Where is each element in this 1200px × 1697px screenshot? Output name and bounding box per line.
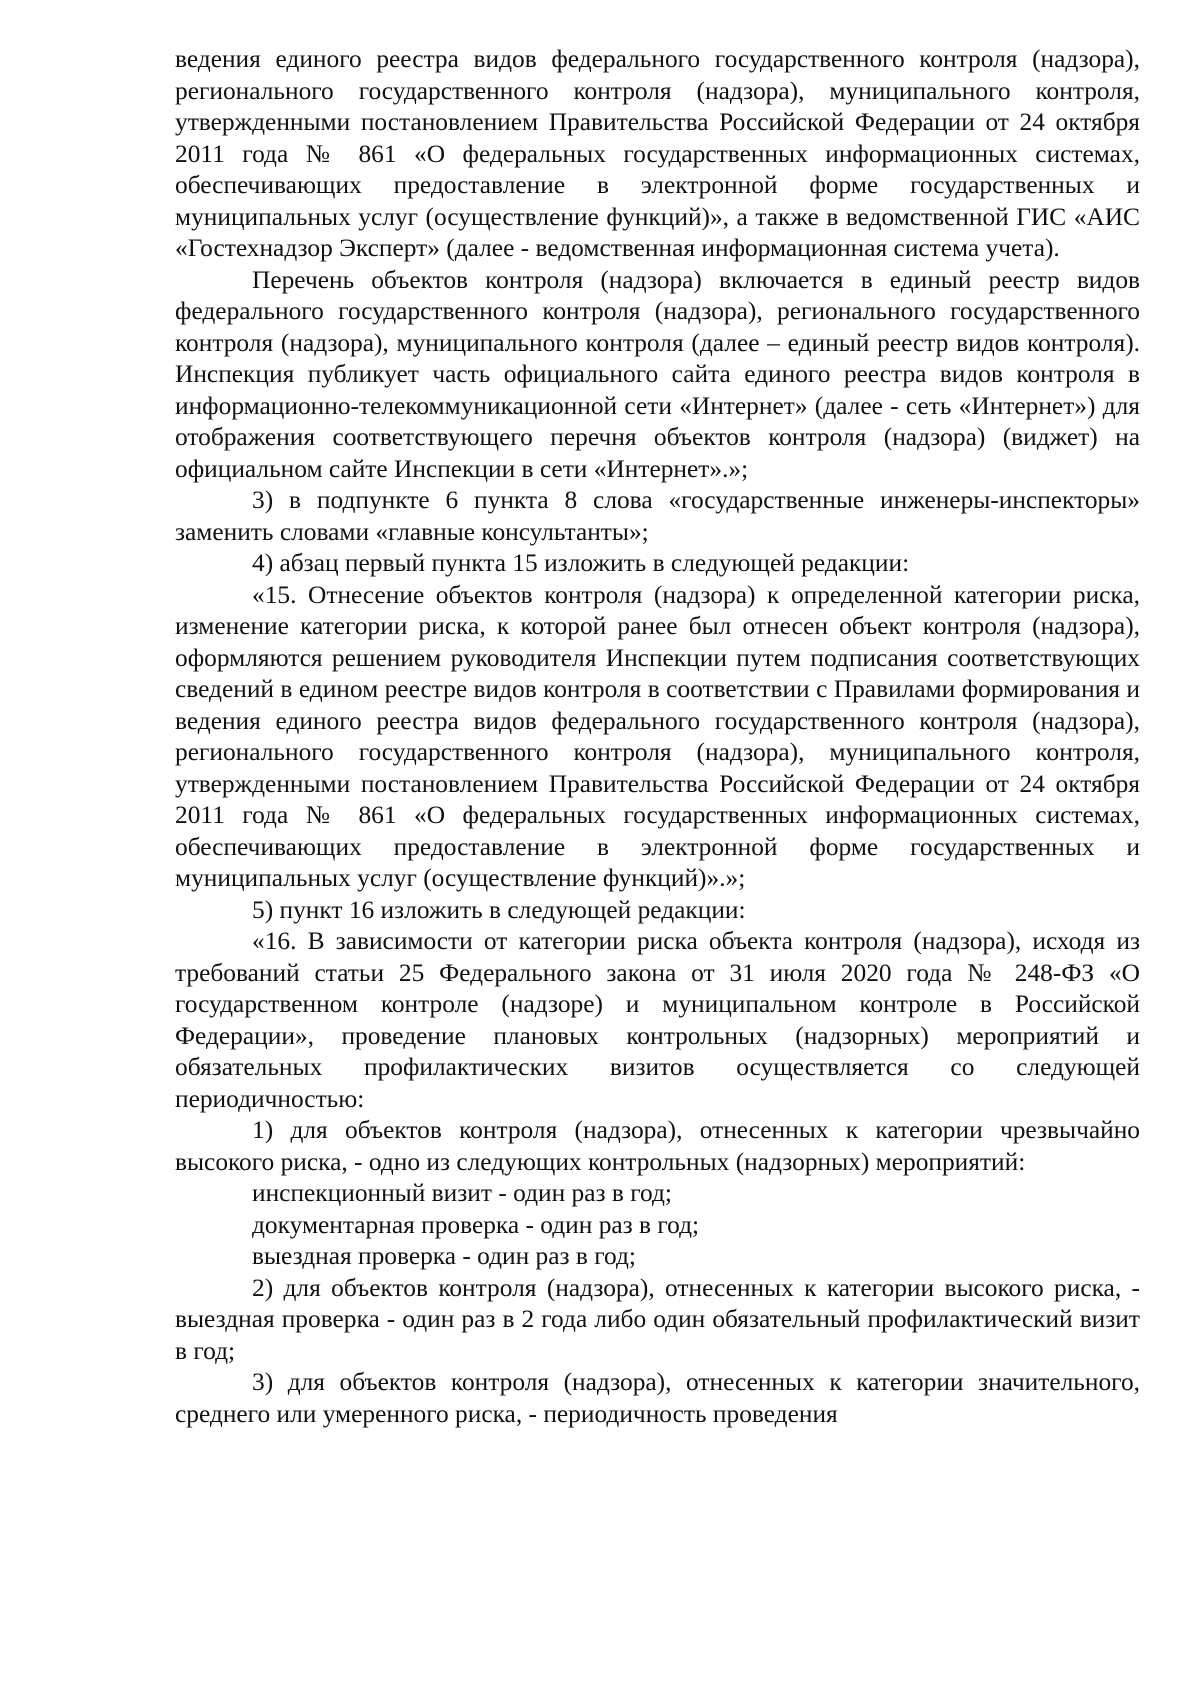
paragraph-object-list: Перечень объектов контроля (надзора) включается в единый реестр видов федерального государственного контроля (надзора), регионального государственного контроля (надзора), муниципального контроля (далее – единый реестр видов контроля). Инспекция публикует часть официального сайта единого реестра видов контроля в информационно-телекоммуникационной сети «Интернет» (далее - сеть «Интернет») для отображения соответствующего перечня объектов контроля (надзора) (виджет) на официальном сайте Инспекции в сети «Интернет».»; [175,265,1140,483]
list-item-documentary-check: документарная проверка - один раз в год; [252,1210,700,1239]
list-item-inspection-visit: инспекционный визит - один раз в год; [252,1179,672,1207]
paragraph-subitem-3: 3) для объектов контроля (надзора), отнесенных к категории значительного, среднего или умеренного риска, - периодичность проведения [175,1368,1140,1428]
paragraph-item-4: 4) абзац первый пункта 15 изложить в следующей редакции: [252,549,910,577]
list-item-field-check: выездная проверка - один раз в год; [252,1242,636,1270]
paragraph-subitem-2: 2) для объектов контроля (надзора), отнесенных к категории высокого риска, - выездная проверка - один раз в 2 года либо один обязательный профилактический визит в год; [175,1273,1140,1365]
paragraph-item-5: 5) пункт 16 изложить в следующей редакции: [252,895,746,924]
paragraph-subitem-1: 1) для объектов контроля (надзора), отнесенных к категории чрезвычайно высокого риска, - одно из следующих контрольных (надзорных) мероприятий: [175,1116,1140,1176]
paragraph-point-16: «16. В зависимости от категории риска объекта контроля (надзора), исходя из требований статьи 25 Федерального закона от 31 июля 2020 года № 248-ФЗ «О государственном контроле (надзоре) и муниципальном контроле в Российской Федерации», проведение плановых контрольных (надзорных) мероприятий и обязательных профилактических визитов осуществляется со следующей периодичностью: [175,927,1140,1113]
paragraph-item-3: 3) в подпункте 6 пункта 8 слова «государственные инженеры-инспекторы» заменить словами «главные консультанты»; [175,486,1140,546]
document-body [175,44,1140,1430]
paragraph-continuation: ведения единого реестра видов федерального государственного контроля (надзора), регионального государственного контроля (надзора), муниципального контроля, утвержденными постановлением Правительства Российской Федерации от 24 октября 2011 года № 861 «О федеральных государственных информационных системах, обеспечивающих предоставление в электронной форме государственных и муниципальных услуг (осуществление функций)», а также в ведомственной ГИС «АИС «Гостехнадзор Эксперт» (далее - ведомственная информационная система учета). [175,45,1140,262]
paragraph-point-15: «15. Отнесение объектов контроля (надзора) к определенной категории риска, изменение категории риска, к которой ранее был отнесен объект контроля (надзора), оформляются решением руководителя Инспекции путем подписания соответствующих сведений в едином реестре видов контроля в соответствии с Правилами формирования и ведения единого реестра видов федерального государственного контроля (надзора), регионального государственного контроля (надзора), муниципального контроля, утвержденными постановлением Правительства Российской Федерации от 24 октября 2011 года № 861 «О федеральных государственных информационных системах, обеспечивающих предоставление в электронной форме государственных и муниципальных услуг (осуществление функций)».»; [175,580,1140,892]
